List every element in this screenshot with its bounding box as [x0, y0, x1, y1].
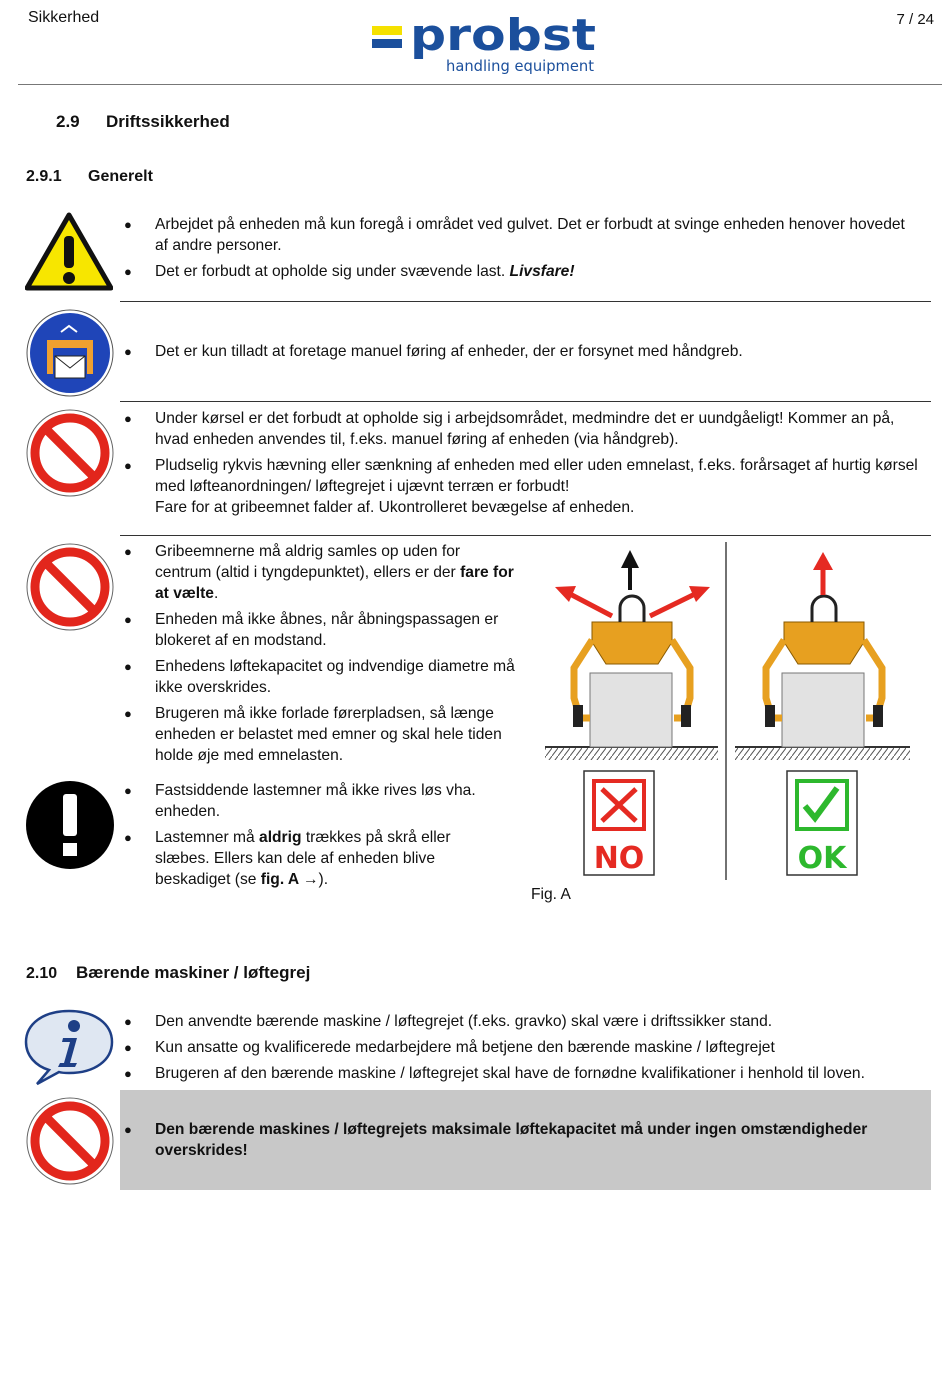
text: trækkes på skrå eller slæbes. Ellers kan dele af enheden blive beskadiget (se: [155, 829, 451, 888]
arrow-icon: →: [298, 871, 319, 888]
list-item: ● Brugeren må ikke forlade førerpladsen, så længe enheden er belastet med emner og skal hele tiden holde øje med emnelasten.: [120, 703, 520, 766]
exclamation-icon: [25, 780, 113, 868]
list-item: ● Enheden må ikke åbnes, når åbningspassagen er blokeret af en modstand.: [120, 609, 520, 651]
divider: [120, 301, 931, 302]
prohibition-icon: [25, 408, 113, 496]
list-item: ● Fastsiddende lastemner må ikke rives løs vha. enheden.: [120, 780, 500, 822]
list-item: [120, 541, 520, 604]
probst-logo: [372, 12, 598, 78]
bullet-list-carrier: [120, 1011, 930, 1089]
figure-caption: Fig. A: [531, 886, 571, 903]
list-item: [120, 827, 500, 890]
ok-label: OK: [797, 841, 847, 876]
prohibition-icon: [25, 542, 113, 630]
correct-lifting-illustration: [735, 552, 910, 876]
list-item: ● Enhedens løftekapacitet og indvendige diametre må ikke overskrides.: [120, 656, 520, 698]
bullet-list-capacity: [120, 1119, 910, 1166]
section-heading-2-9: [56, 112, 230, 132]
warning-icon: [25, 212, 113, 300]
text: .: [213, 585, 219, 602]
list-item: [120, 455, 925, 518]
divider: [120, 535, 931, 536]
section-title: Driftssikkerhed: [106, 112, 230, 131]
section-title: Generelt: [88, 168, 153, 185]
bullet-list-driving: [120, 408, 925, 523]
list-item: [120, 261, 915, 282]
figure-a: [540, 540, 920, 885]
info-icon: [23, 1008, 115, 1096]
list-item: ● Under kørsel er det forbudt at opholde sig i arbejdsområdet, medmindre det er uundgåeligt! Kommer an på, hvad enheden anvendes til, f.eks. manuel føring af enheden (via håndgreb).: [120, 408, 925, 450]
logo-text: probst: [410, 12, 596, 61]
list-item: ● Den bærende maskines / løftegrejets maksimale løftekapacitet må under ingen omstændigheder overskrides!: [120, 1119, 910, 1161]
text: Fare for at gribeemnet falder af. Ukontrolleret bevægelse af enheden.: [155, 499, 635, 516]
list-item: ● Kun ansatte og kvalificerede medarbejdere må betjene den bærende maskine / løftegrejet: [120, 1037, 930, 1058]
header-section-label: Sikkerhed: [28, 9, 100, 26]
section-title: Bærende maskiner / løftegrej: [76, 963, 311, 982]
wrong-lifting-illustration: [545, 550, 718, 876]
section-number: 2.9: [56, 112, 80, 131]
no-label: NO: [593, 841, 645, 876]
bold-text: fig. A: [260, 871, 299, 888]
text: Pludselig rykvis hævning eller sænkning af enheden med eller uden emnelast, f.eks. forårsaget af hurtig kørsel med løfteanordningen/ løftegrejet i ujævnt terræn er forbudt!: [155, 457, 918, 495]
bullet-list-general: [120, 214, 915, 287]
bullet-list-manual: [120, 341, 920, 367]
section-number: 2.10: [26, 965, 58, 982]
list-item: ● Det er kun tilladt at foretage manuel føring af enheder, der er forsynet med håndgreb.: [120, 341, 920, 362]
page-number: 7 / 24: [896, 11, 934, 28]
text: Lastemner må: [155, 829, 260, 846]
list-item: ● Den anvendte bærende maskine / løftegrejet (f.eks. gravko) skal være i driftssikker stand.: [120, 1011, 930, 1032]
divider: [120, 401, 931, 402]
text: Det er forbudt at opholde sig under svævende last.: [155, 263, 510, 280]
emphasis-text: Livsfare!: [509, 263, 575, 280]
section-heading-2-9-1: [26, 168, 153, 186]
header-divider: [18, 84, 942, 85]
text: ).: [318, 871, 329, 888]
list-item: ● Arbejdet på enheden må kun foregå i området ved gulvet. Det er forbudt at svinge enheden henover hovedet af andre personer.: [120, 214, 915, 256]
prohibition-icon: [25, 1096, 113, 1184]
bold-text: aldrig: [259, 829, 302, 846]
bullet-list-handling: [120, 541, 520, 771]
bullet-list-stuck-loads: [120, 780, 500, 895]
list-item: ● Brugeren af den bærende maskine / løftegrejet skal have de fornødne kvalifikationer i henhold til loven.: [120, 1063, 930, 1084]
text: Gribeemnerne må aldrig samles op uden for centrum (altid i tyngdepunktet), ellers er der: [155, 543, 461, 581]
section-number: 2.9.1: [26, 168, 62, 185]
section-heading-2-10: [26, 963, 310, 983]
bold-text: fare for at vælte: [155, 564, 514, 602]
manual-guidance-icon: [25, 308, 113, 396]
logo-subtext: handling equipment: [446, 57, 595, 75]
